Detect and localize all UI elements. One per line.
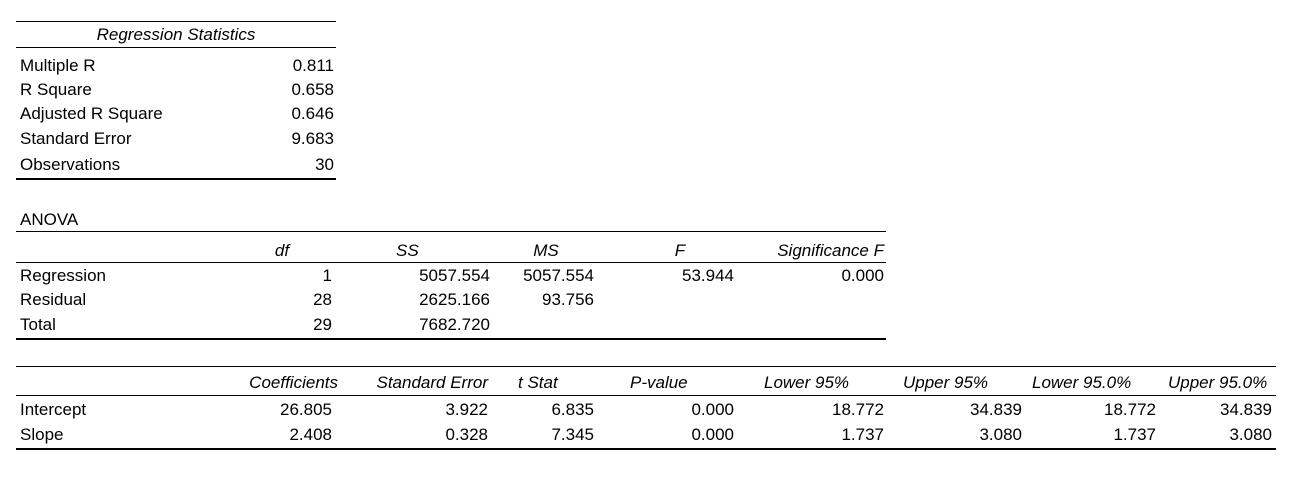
anova-title: ANOVA: [20, 210, 79, 229]
anova-header-ss: SS: [396, 241, 419, 260]
stat-label-multiple-r: Multiple R: [20, 56, 96, 75]
stat-label-r-square: R Square: [20, 80, 92, 99]
coef-header-p-value: P-value: [630, 373, 688, 392]
regression-statistics-title: Regression Statistics: [96, 25, 256, 44]
coef-header-lower-95-0: Lower 95.0%: [1032, 373, 1132, 392]
divider: [16, 231, 886, 232]
coef-header-upper-95-0: Upper 95.0%: [1168, 373, 1268, 392]
anova-regression-ss: 5057.554: [419, 266, 490, 285]
coef-intercept-coefficient: 26.805: [280, 400, 332, 419]
coef-label-slope: Slope: [20, 425, 64, 444]
coef-slope-p-value: 0.000: [691, 425, 734, 444]
anova-regression-f: 53.944: [682, 266, 734, 285]
stat-value-adjusted-r-square: 0.646: [291, 104, 334, 123]
divider: [16, 21, 336, 22]
stat-value-multiple-r: 0.811: [292, 56, 334, 75]
coef-intercept-lower-95: 18.772: [832, 400, 884, 419]
anova-residual-ms: 93.756: [542, 290, 594, 309]
anova-regression-significance: 0.000: [841, 266, 884, 285]
stat-value-observations: 30: [315, 155, 334, 174]
stat-label-adjusted-r-square: Adjusted R Square: [20, 104, 163, 123]
anova-header-f: F: [674, 241, 686, 260]
coef-header-t-stat: t Stat: [518, 373, 558, 392]
coef-intercept-upper-95: 34.839: [970, 400, 1022, 419]
stat-label-standard-error: Standard Error: [20, 129, 132, 148]
anova-label-residual: Residual: [20, 290, 87, 309]
divider: [16, 47, 336, 48]
divider: [16, 448, 1276, 450]
coef-header-upper-95: Upper 95%: [903, 373, 989, 392]
anova-regression-ms: 5057.554: [523, 266, 594, 285]
coef-intercept-p-value: 0.000: [691, 400, 734, 419]
divider: [16, 395, 1276, 396]
divider: [16, 262, 886, 263]
divider: [16, 338, 886, 340]
anova-total-ss: 7682.720: [419, 315, 490, 334]
coef-slope-coefficient: 2.408: [289, 425, 332, 444]
anova-label-regression: Regression: [20, 266, 106, 285]
coef-intercept-t-stat: 6.835: [551, 400, 594, 419]
divider: [16, 366, 1276, 367]
coef-intercept-upper-95-0: 34.839: [1220, 400, 1272, 419]
coef-slope-lower-95-0: 1.737: [1113, 425, 1156, 444]
coef-slope-upper-95-0: 3.080: [1229, 425, 1272, 444]
anova-header-ms: MS: [533, 241, 559, 260]
stat-value-standard-error: 9.683: [291, 129, 334, 148]
coef-intercept-standard-error: 3.922: [445, 400, 488, 419]
anova-residual-df: 28: [313, 290, 332, 309]
stat-value-r-square: 0.658: [291, 80, 334, 99]
coef-intercept-lower-95-0: 18.772: [1104, 400, 1156, 419]
coef-slope-t-stat: 7.345: [551, 425, 594, 444]
anova-residual-ss: 2625.166: [419, 290, 490, 309]
coef-header-coefficients: Coefficients: [249, 373, 338, 392]
anova-regression-df: 1: [322, 266, 332, 285]
stat-label-observations: Observations: [20, 155, 121, 174]
divider: [16, 178, 336, 180]
coef-slope-standard-error: 0.328: [445, 425, 488, 444]
coef-header-standard-error: Standard Error: [376, 373, 488, 392]
anova-header-df: df: [274, 241, 290, 260]
anova-label-total: Total: [20, 315, 56, 334]
coef-header-lower-95: Lower 95%: [764, 373, 850, 392]
anova-total-df: 29: [313, 315, 332, 334]
coef-label-intercept: Intercept: [20, 400, 87, 419]
anova-header-significance-f: Significance F: [777, 241, 884, 260]
coef-slope-lower-95: 1.737: [841, 425, 884, 444]
coef-slope-upper-95: 3.080: [979, 425, 1022, 444]
